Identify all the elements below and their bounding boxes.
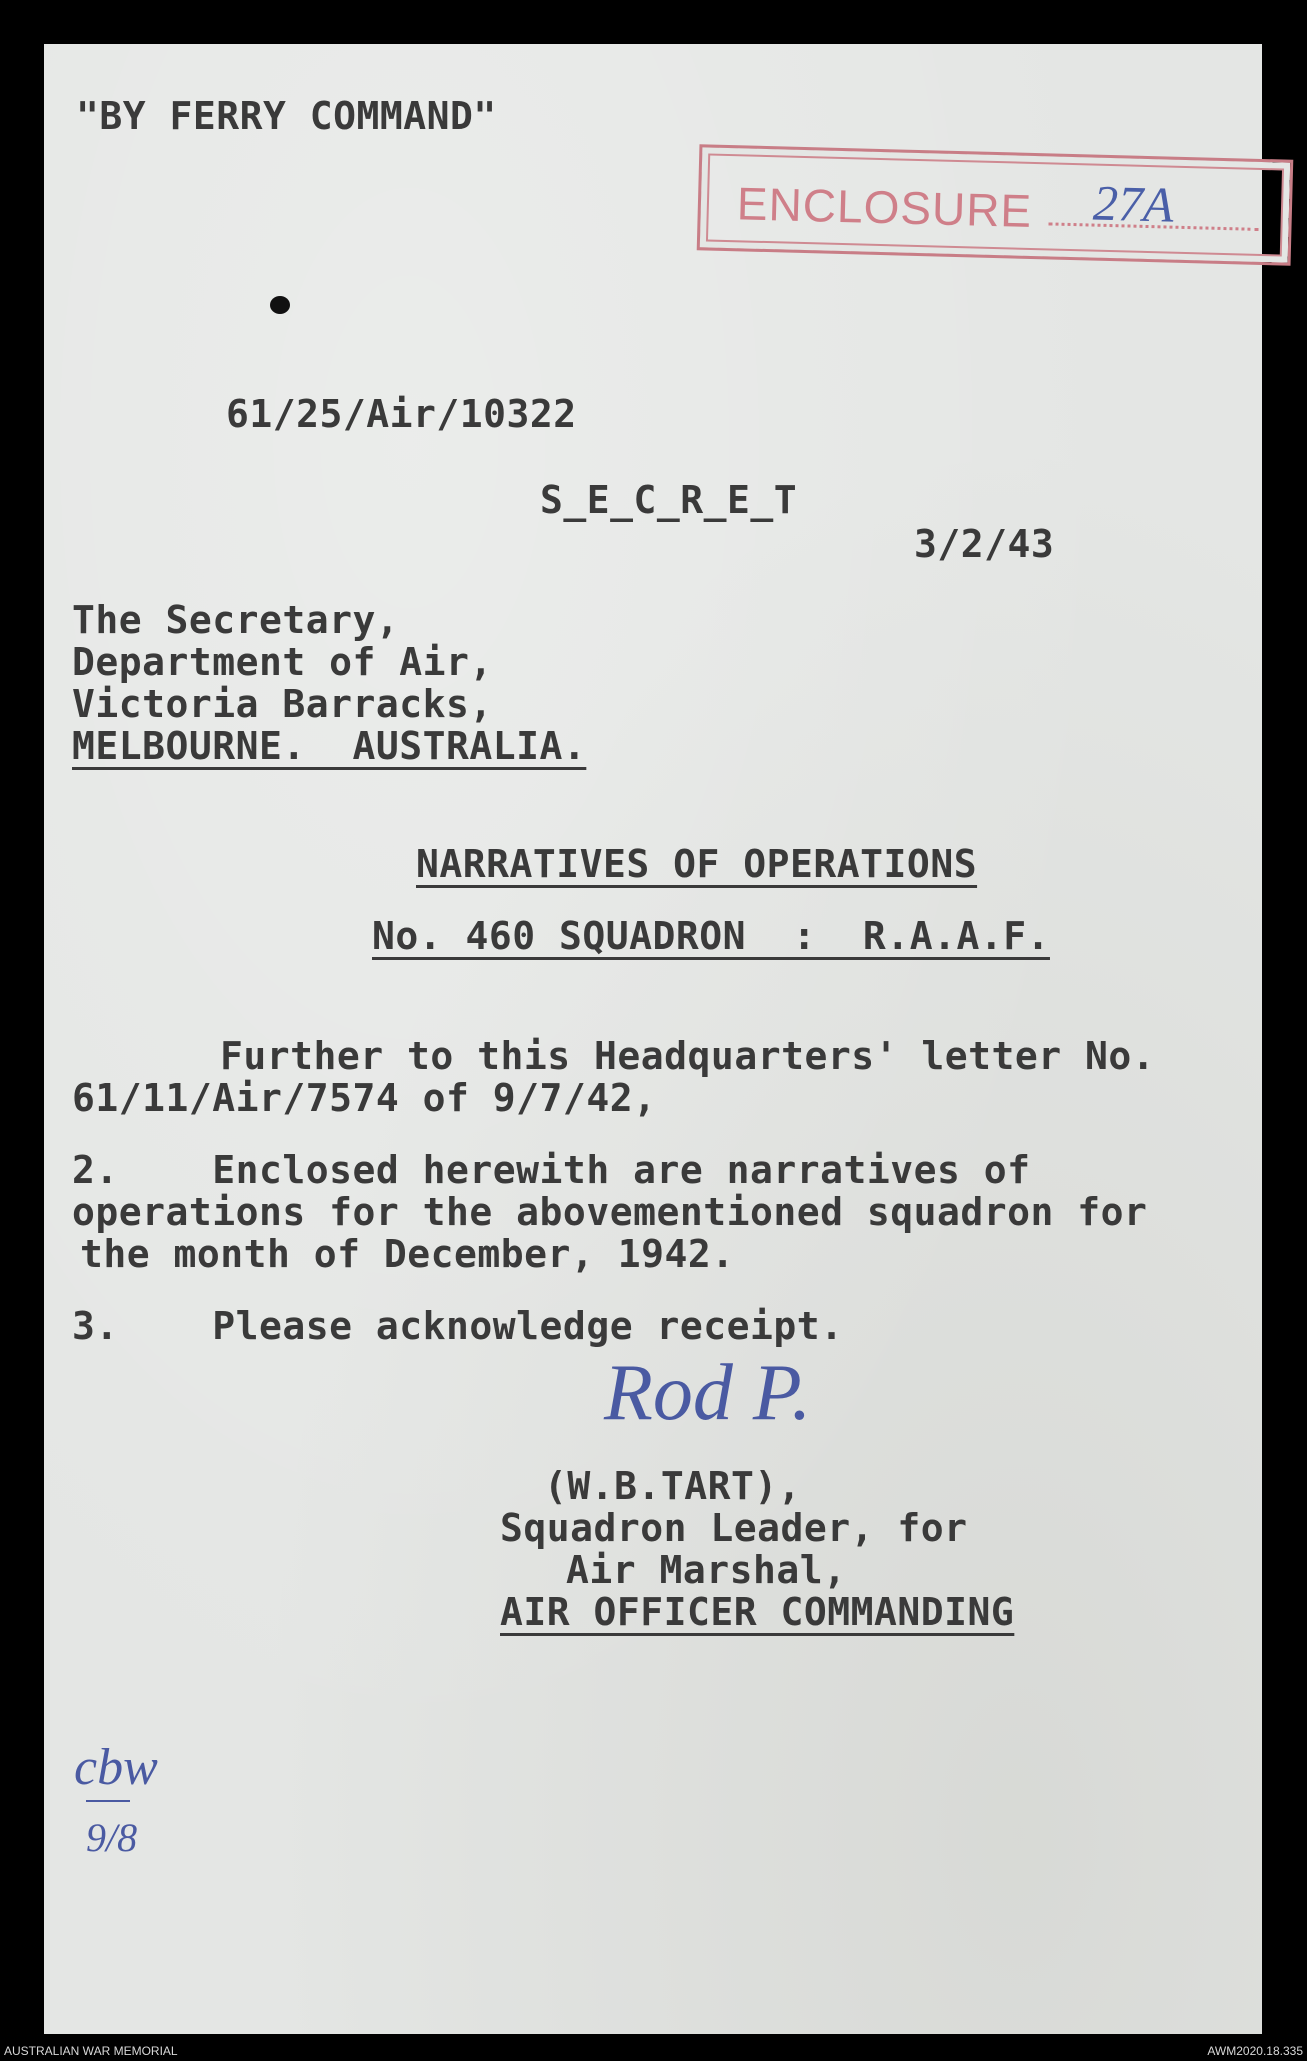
body-para1-line2: 61/11/Air/7574 of 9/7/42, (72, 1076, 657, 1120)
footer-right: AWM2020.18.335 (1207, 2044, 1303, 2058)
stamp-number: 27A (1092, 174, 1175, 233)
stamp-label: ENCLOSURE (736, 177, 1033, 237)
signatory-title: Air Marshal, (566, 1548, 847, 1592)
enclosure-stamp (697, 144, 1294, 266)
annotation-rule (86, 1800, 130, 1802)
classification: S_E_C_R_E_T (540, 478, 798, 522)
annotation-initials: cbw (74, 1739, 158, 1796)
footer-left: AUSTRALIAN WAR MEMORIAL (4, 2044, 178, 2058)
addressee-line-1: The Secretary, (72, 598, 400, 642)
body-para2-line2: operations for the abovementioned squadron for (72, 1190, 1148, 1234)
body-para2-line3: the month of December, 1942. (80, 1232, 735, 1276)
document-page (44, 44, 1262, 2034)
body-para2-line1: 2. Enclosed herewith are narratives of (72, 1148, 1031, 1192)
addressee-line-3: Victoria Barracks, (72, 682, 493, 726)
body-para1-line1: Further to this Headquarters' letter No. (220, 1034, 1156, 1078)
signatory-office: AIR OFFICER COMMANDING (500, 1590, 1015, 1634)
subject-unit: No. 460 SQUADRON : R.A.A.F. (372, 914, 1050, 958)
signatory-rank: Squadron Leader, for (500, 1506, 968, 1550)
body-para3: 3. Please acknowledge receipt. (72, 1304, 844, 1348)
transmission-note: "BY FERRY COMMAND" (76, 94, 497, 138)
signatory-name: (W.B.TART), (544, 1464, 802, 1508)
letter-date: 3/2/43 (914, 522, 1055, 566)
subject-title: NARRATIVES OF OPERATIONS (416, 842, 978, 886)
punch-hole (270, 296, 290, 314)
addressee-line-2: Department of Air, (72, 640, 493, 684)
addressee-line-4: MELBOURNE. AUSTRALIA. (72, 724, 587, 768)
file-reference: 61/25/Air/10322 (226, 392, 577, 436)
handwritten-signature: Rod P. (604, 1349, 812, 1437)
annotation-date: 9/8 (86, 1815, 138, 1860)
